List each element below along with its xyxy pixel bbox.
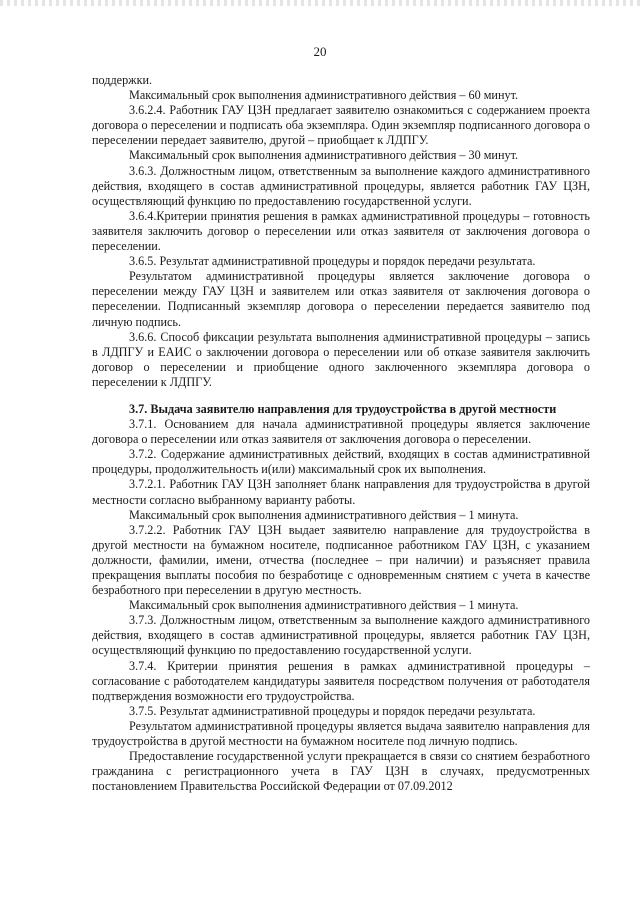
paragraph: Результатом административной процедуры является выдача заявителю направления для трудоустройства в другой местности на бумажном носителе под личную подпись. <box>92 718 590 749</box>
paragraph: поддержки. <box>92 73 153 87</box>
document-body <box>92 73 590 794</box>
page-number: 20 <box>313 44 327 59</box>
paragraph: Максимальный срок выполнения административного действия – 1 минута. <box>129 507 519 522</box>
paragraph: 3.6.2.4. Работник ГАУ ЦЗН предлагает заявителю ознакомиться с содержанием проекта договора о переселении и подписать оба экземпляра. Один экземпляр подписанного договора о переселении передает заявителю, другой – приобщает к ЛДПГУ. <box>92 103 590 148</box>
paragraph: 3.7.4. Критерии принятия решения в рамках административной процедуры – согласование с работодателем кандидатуры заявителя посредством получения от работодателя подтверждения возможности его трудоустройства. <box>92 658 590 703</box>
paragraph: Максимальный срок выполнения административного действия – 60 минут. <box>129 88 519 103</box>
paragraph: 3.7.2. Содержание административных действий, входящих в состав административной процедуры, продолжительность и(или) максимальный срок их выполнения. <box>92 447 590 477</box>
paragraph: 3.7.1. Основанием для начала административной процедуры является заключение договора о переселении или отказ заявителя от заключения договора о переселении. <box>92 417 590 447</box>
paragraph: Предоставление государственной услуги прекращается в связи со снятием безработного гражданина с регистрационного учета в ГАУ ЦЗН в случаях, предусмотренных постановлением Правительства Российской Федерации от 07.09.2012 <box>92 749 590 794</box>
paragraph: 3.6.6. Способ фиксации результата выполнения административной процедуры – запись в ЛДПГУ и ЕАИС о заключении договора о переселении или об отказе заявителя заключить договор о переселении и приобщение одного заключенного экземпляра договора о переселении к ЛДПГУ. <box>92 329 590 389</box>
paragraph: 3.6.3. Должностным лицом, ответственным за выполнение каждого административного действия, входящего в состав административной процедуры, является работник ГАУ ЦЗН, осуществляющий функцию по предоставлению государственной услуги. <box>92 163 590 208</box>
paragraph: Максимальный срок выполнения административного действия – 30 минут. <box>129 148 519 163</box>
paragraph: 3.7.2.2. Работник ГАУ ЦЗН выдает заявителю направление для трудоустройства в другой местности на бумажном носителе, подписанное работником ГАУ ЦЗН, с указанием должности, фамилии, имени, отчества (последнее – при наличии) и разъясняет правила прекращения выплаты пособия по безработице с одновременным снятием с учета в качестве безработного при переселении в другую местность. <box>92 522 590 598</box>
paragraph: 3.6.4.Критерии принятия решения в рамках административной процедуры – готовность заявителя заключить договор о переселении или отказ заявителя от заключения договора о переселении. <box>92 208 590 254</box>
scan-edge-artifact <box>0 0 640 6</box>
section-heading: 3.7. Выдача заявителю направления для трудоустройства в другой местности <box>129 401 557 416</box>
paragraph: 3.7.3. Должностным лицом, ответственным за выполнение каждого административного действия, входящего в состав административной процедуры, является работник ГАУ ЦЗН, осуществляющий функцию по предоставлению государственной услуги. <box>92 613 590 658</box>
paragraph: 3.6.5. Результат административной процедуры и порядок передачи результата. <box>129 254 536 269</box>
paragraph: 3.7.5. Результат административной процедуры и порядок передачи результата. <box>129 703 536 718</box>
paragraph: 3.7.2.1. Работник ГАУ ЦЗН заполняет бланк направления для трудоустройства в другой местности согласно выбранному варианту работы. <box>92 477 590 507</box>
paragraph: Результатом административной процедуры является заключение договора о переселении между ГАУ ЦЗН и заявителем или отказ заявителя от заключения договора о переселении. Подписанный экземпляр договора о переселении передается заявителю под личную подпись. <box>92 269 590 329</box>
paragraph: Максимальный срок выполнения административного действия – 1 минута. <box>129 598 519 613</box>
